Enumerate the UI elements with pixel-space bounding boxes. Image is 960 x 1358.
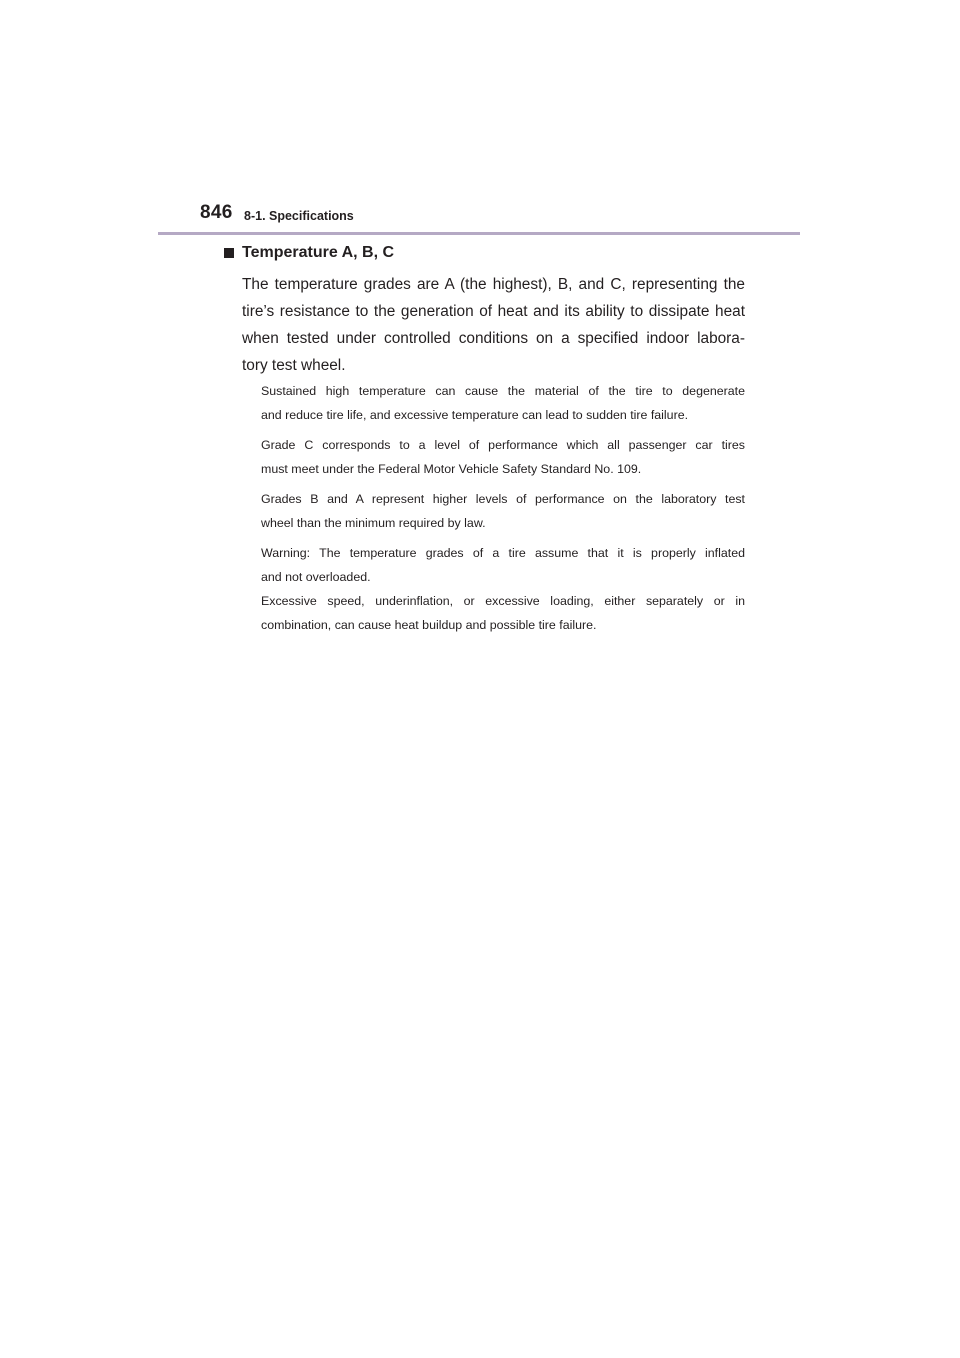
note-paragraph xyxy=(261,487,745,535)
note-line: Sustained high temperature can cause the material of the tire to degenerate xyxy=(261,384,745,398)
note-line: must meet under the Federal Motor Vehicle Safety Standard No. 109. xyxy=(261,462,642,476)
lead-paragraph xyxy=(242,271,745,379)
note-line: Grade C corresponds to a level of performance which all passenger car tires xyxy=(261,438,745,452)
page-number: 846 xyxy=(200,202,233,223)
note-paragraph xyxy=(261,433,745,481)
header-rule xyxy=(158,232,800,235)
note-paragraph xyxy=(261,379,745,427)
square-bullet-icon xyxy=(224,248,234,258)
lead-line: The temperature grades are A (the highest), B, and C, representing the xyxy=(242,276,745,293)
notes-block xyxy=(261,379,745,643)
lead-line: when tested under controlled conditions on a specified indoor labora- xyxy=(242,330,745,347)
section-title: 8-1. Specifications xyxy=(244,209,354,223)
note-line: Grades B and A represent higher levels of performance on the laboratory test xyxy=(261,492,745,506)
note-line: Warning: The temperature grades of a tire assume that it is properly inflated xyxy=(261,546,745,560)
note-line: and not overloaded. xyxy=(261,570,371,584)
note-line: combination, can cause heat buildup and possible tire failure. xyxy=(261,618,597,632)
note-paragraph xyxy=(261,541,745,589)
heading-text: Temperature A, B, C xyxy=(242,244,395,261)
note-paragraph xyxy=(261,589,745,637)
note-line: wheel than the minimum required by law. xyxy=(261,516,486,530)
note-line: and reduce tire life, and excessive temperature can lead to sudden tire failure. xyxy=(261,408,689,422)
lead-line: tire’s resistance to the generation of heat and its ability to dissipate heat xyxy=(242,303,745,320)
section-heading xyxy=(224,244,394,262)
lead-line: tory test wheel. xyxy=(242,357,346,374)
note-line: Excessive speed, underinflation, or excessive loading, either separately or in xyxy=(261,594,745,608)
